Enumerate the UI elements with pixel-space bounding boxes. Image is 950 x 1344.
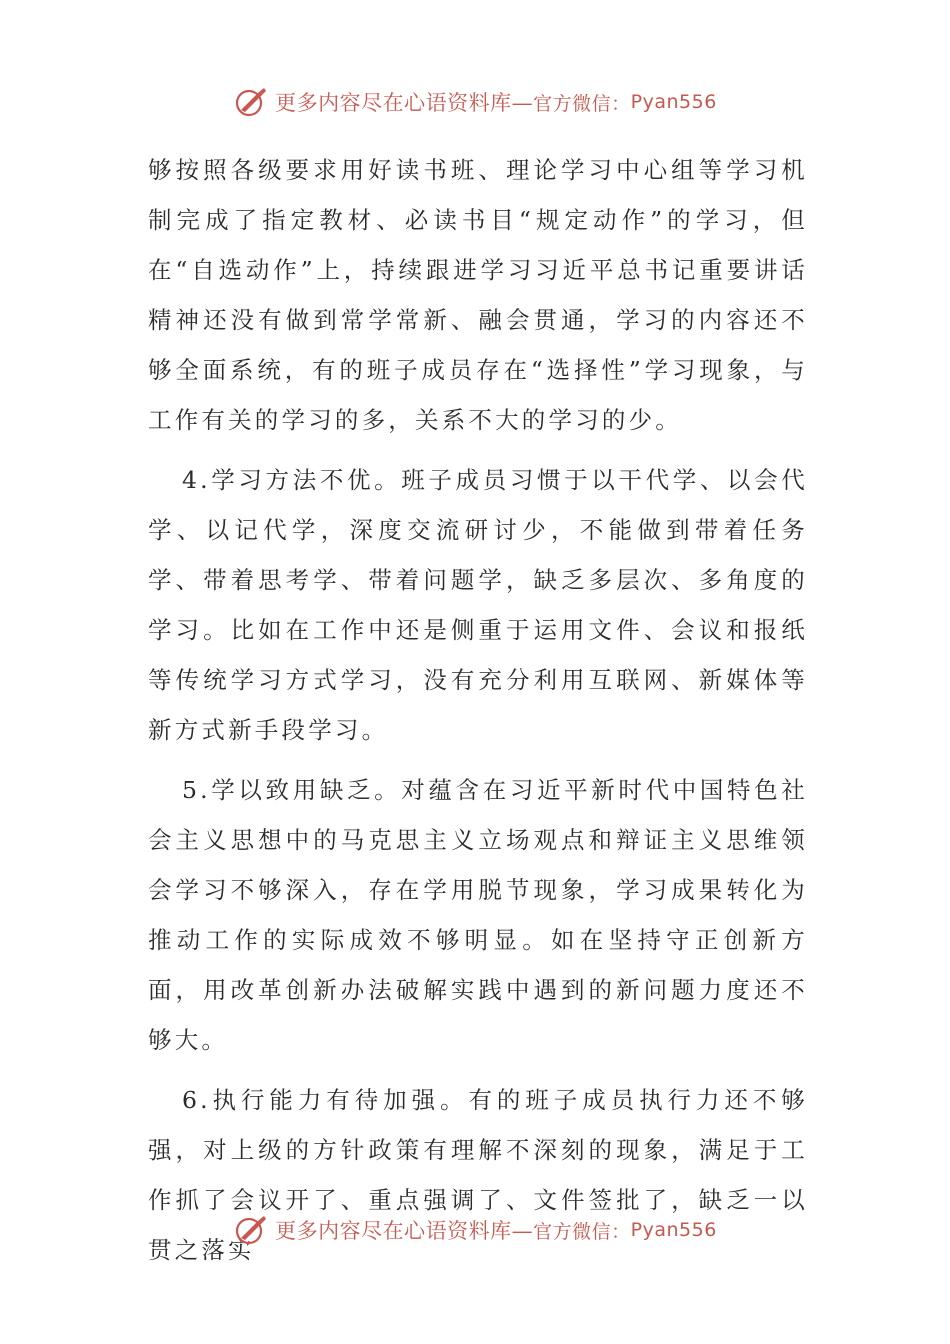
paragraph-item-6: 6.执行能力有待加强。有的班子成员执行力还不够强，对上级的方针政策有理解不深刻的现象，满足于工作抓了会议开了、重点强调了、文件签批了，缺乏一以贯之落实: [148, 1086, 808, 1264]
document-body: [148, 145, 808, 1275]
header-banner: [0, 82, 950, 122]
wechat-label: 官方微信：: [533, 1220, 631, 1243]
wechat-label: 官方微信：: [533, 92, 631, 115]
pen-logo-icon: [233, 1212, 269, 1248]
banner-title: 更多内容尽在心语资料库—: [275, 1219, 534, 1243]
paragraph-item-5: 5.学以致用缺乏。对蕴含在习近平新时代中国特色社会主义思想中的马克思主义立场观点和辩证主义思维领会学习不够深入，存在学用脱节现象，学习成果转化为推动工作的实际成效不够明显。如在坚持守正创新方面，用改革创新办法破解实践中遇到的新问题力度还不够大。: [148, 776, 808, 1054]
pen-logo-icon: [233, 84, 269, 120]
footer-banner: [0, 1210, 950, 1250]
paragraph-item-4: 4.学习方法不优。班子成员习惯于以干代学、以会代学、以记代学，深度交流研讨少，不能做到带着任务学、带着思考学、带着问题学，缺乏多层次、多角度的学习。比如在工作中还是侧重于运用文件、会议和报纸等传统学习方式学习，没有充分利用互联网、新媒体等新方式新手段学习。: [148, 466, 808, 744]
paragraph-continued: 够按照各级要求用好读书班、理论学习中心组等学习机制完成了指定教材、必读书目“规定动作”的学习，但在“自选动作”上，持续跟进学习习近平总书记重要讲话精神还没有做到常学常新、融会贯通，学习的内容还不够全面系统，有的班子成员存在“选择性”学习现象，与工作有关的学习的多，关系不大的学习的少。: [148, 156, 808, 434]
wechat-id: Pyan556: [630, 91, 717, 113]
wechat-id: Pyan556: [630, 1219, 717, 1241]
banner-title: 更多内容尽在心语资料库—: [275, 91, 534, 115]
